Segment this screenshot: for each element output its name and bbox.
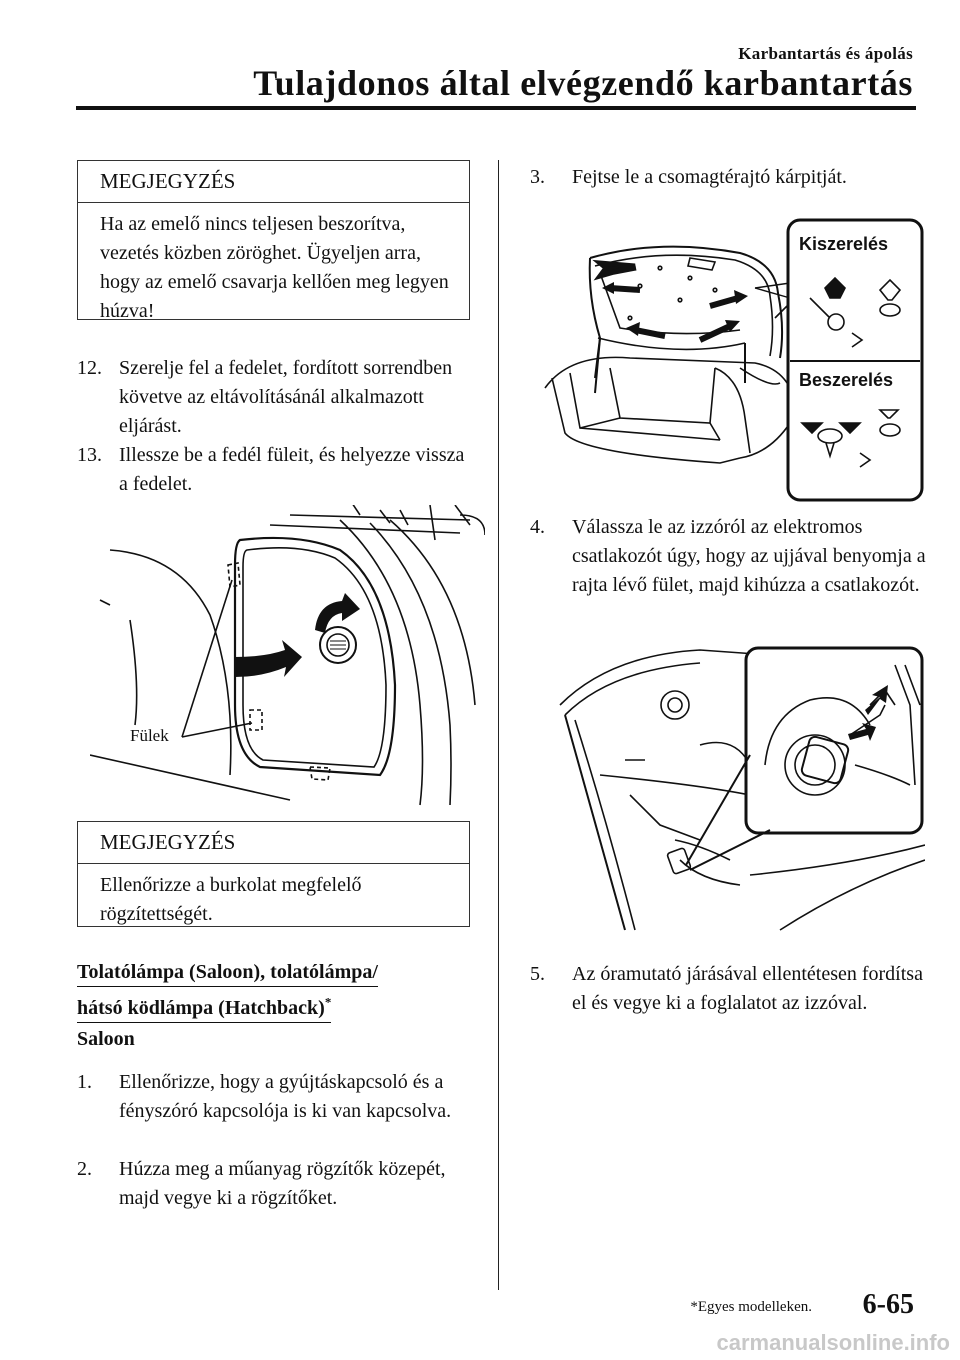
- note-text: Ha az emelő nincs teljesen beszorítva, vezetés közben zöröghet. Ügyeljen arra, hogy az emelő csavarja kellően meg legyen húzva!: [100, 213, 449, 322]
- note-box: [77, 160, 470, 320]
- footnote-marker: *: [324, 994, 332, 1009]
- step-3: 3. Fejtse le a csomagtérajtó kárpitját.: [530, 166, 847, 188]
- note-text-2: Ellenőrizze a burkolat megfelelő rögzítettségét.: [100, 874, 362, 925]
- trunk-trim-figure: [540, 218, 925, 503]
- install-label: Beszerelés: [799, 370, 894, 390]
- section-heading-line2: hátsó ködlámpa (Hatchback)*: [77, 994, 331, 1020]
- cover-tabs-figure: [90, 505, 485, 810]
- note-box-2: [77, 821, 470, 927]
- section-header: Karbantartás és ápolás: [738, 44, 913, 63]
- watermark: carmanualsonline.info: [716, 1330, 950, 1355]
- section-heading-line1: Tolatólámpa (Saloon), tolatólámpa/: [77, 961, 378, 984]
- step-5: 5. Az óramutató járásával ellentétesen fordítsa el és vegye ki a foglalatot az izzóval.: [530, 963, 923, 1014]
- step-13: 13. Illessze be a fedél füleit, és helyezze vissza a fedelet.: [77, 444, 465, 495]
- removal-label: Kiszerelés: [799, 234, 889, 254]
- column-divider: [498, 160, 499, 1290]
- step-4: 4. Válassza le az izzóról az elektromos csatlakozót úgy, hogy az ujjával benyomja a rajta lévő fület, majd kihúzza a csatlakozót.: [530, 516, 926, 596]
- step-1: 1. Ellenőrizze, hogy a gyújtáskapcsoló és a fényszóró kapcsolója is ki van kapcsolva.: [77, 1071, 452, 1122]
- note-heading: MEGJEGYZÉS: [78, 161, 469, 203]
- subheading-saloon: Saloon: [77, 1028, 135, 1050]
- step-12: 12. Szerelje fel a fedelet, fordított sorrendben követve az eltávolításánál alkalmazott eljárást.: [77, 357, 453, 437]
- page-number: 6-65: [862, 1289, 914, 1320]
- page-title: Tulajdonos által elvégzendő karbantartás: [253, 63, 913, 103]
- tabs-label: Fülek: [130, 726, 169, 745]
- header-rule: [76, 106, 916, 110]
- note-heading-2: MEGJEGYZÉS: [78, 822, 469, 864]
- step-2: 2. Húzza meg a műanyag rögzítők közepét, majd vegye ki a rögzítőket.: [77, 1158, 446, 1209]
- footnote: *Egyes modelleken.: [690, 1299, 812, 1315]
- connector-figure: [550, 645, 925, 935]
